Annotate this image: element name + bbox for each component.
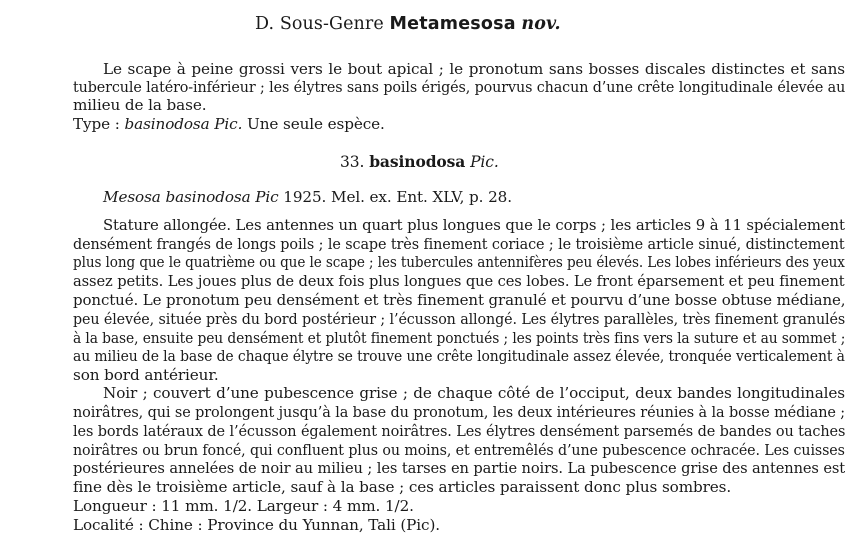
- type-rest: Une seule espèce.: [242, 115, 385, 133]
- description-line-4: assez petits. Les joues plus de deux fois plus longues que ces lobes. Le front éparsement et peu finement: [73, 272, 845, 290]
- type-label: Type :: [73, 115, 125, 133]
- diagnosis-line-2: tubercule latéro-inférieur ; les élytres sans poils érigés, pourvus chacun d’une crête longitudinale élevée au: [73, 78, 846, 96]
- type-species: basinodosa Pic.: [124, 115, 243, 133]
- description-line-8: au milieu de la base de chaque élytre se trouve une crête longitudinale assez élevée, tronquée verticalement à: [73, 347, 845, 365]
- coloration-line-4: noirâtres ou brun foncé, qui confluent plus ou moins, et entremêlés d’une pubescence ochracée. Les cuisses: [73, 441, 845, 459]
- coloration-line-3: les bords latéraux de l’écusson également noirâtres. Les élytres densément parsemés de bandes ou taches: [73, 422, 846, 440]
- heading-prefix: D. Sous-Genre: [255, 14, 390, 34]
- synonym-author: Pic: [255, 188, 279, 206]
- diagnosis-line-3: milieu de la base.: [73, 96, 207, 114]
- diagnosis-line-1: Le scape à peine grossi vers le bout apical ; le pronotum sans bosses discales distinctes et sans: [103, 60, 845, 78]
- coloration-line-2: noirâtres, qui se prolongent jusqu’à la base du pronotum, les deux intérieures réunies à la bosse médiane ;: [73, 403, 846, 421]
- description-line-7: à la base, ensuite peu densément et plutôt finement ponctués ; les points très fins vers la suture et au sommet ;: [73, 329, 846, 347]
- synonym-ref: 1925. Mel. ex. Ent. XLV, p. 28.: [278, 188, 512, 206]
- species-number: 33.: [340, 153, 365, 171]
- description-line-2: densément frangés de longs poils ; le scape très finement coriace ; le troisième article sinué, distinctement: [73, 235, 845, 253]
- type-line: [73, 115, 385, 134]
- synonymy-line: [103, 188, 512, 207]
- species-name: basinodosa: [369, 152, 466, 171]
- coloration-line-6: fine dès le troisième article, sauf à la base ; ces articles paraissent donc plus sombres.: [73, 478, 732, 496]
- species-title: [340, 152, 499, 172]
- locality: Localité : Chine : Province du Yunnan, Tali (Pic).: [73, 516, 441, 534]
- description-line-5: ponctué. Le pronotum peu densément et très finement granulé et pourvu d’une bosse obtuse médiane,: [73, 291, 846, 309]
- measurements: Longueur : 11 mm. 1/2. Largeur : 4 mm. 1/2.: [73, 497, 414, 515]
- heading-suffix: nov.: [521, 14, 561, 34]
- coloration-line-5: postérieures annelées de noir au milieu ; les tarses en partie noirs. La pubescence grise des antennes est: [73, 459, 846, 477]
- subgenus-heading: [255, 13, 561, 35]
- description-line-9: son bord antérieur.: [73, 366, 219, 384]
- description-line-1: Stature allongée. Les antennes un quart plus longues que le corps ; les articles 9 à 11 spécialement: [103, 216, 845, 234]
- description-line-6: peu élevée, située près du bord postérieur ; l’écusson allongé. Les élytres parallèles, très finement granulés: [73, 310, 846, 328]
- synonym-name: Mesosa basinodosa: [103, 188, 251, 206]
- species-author: Pic.: [470, 153, 499, 171]
- description-line-3: plus long que le quatrième ou que le scape ; les tubercules antennifères peu élevés. Les lobes inférieurs des yeux: [73, 253, 845, 271]
- genus-name: Metamesosa: [389, 14, 516, 34]
- coloration-line-1: Noir ; couvert d’une pubescence grise ; de chaque côté de l’occiput, deux bandes longitudinales: [103, 384, 845, 402]
